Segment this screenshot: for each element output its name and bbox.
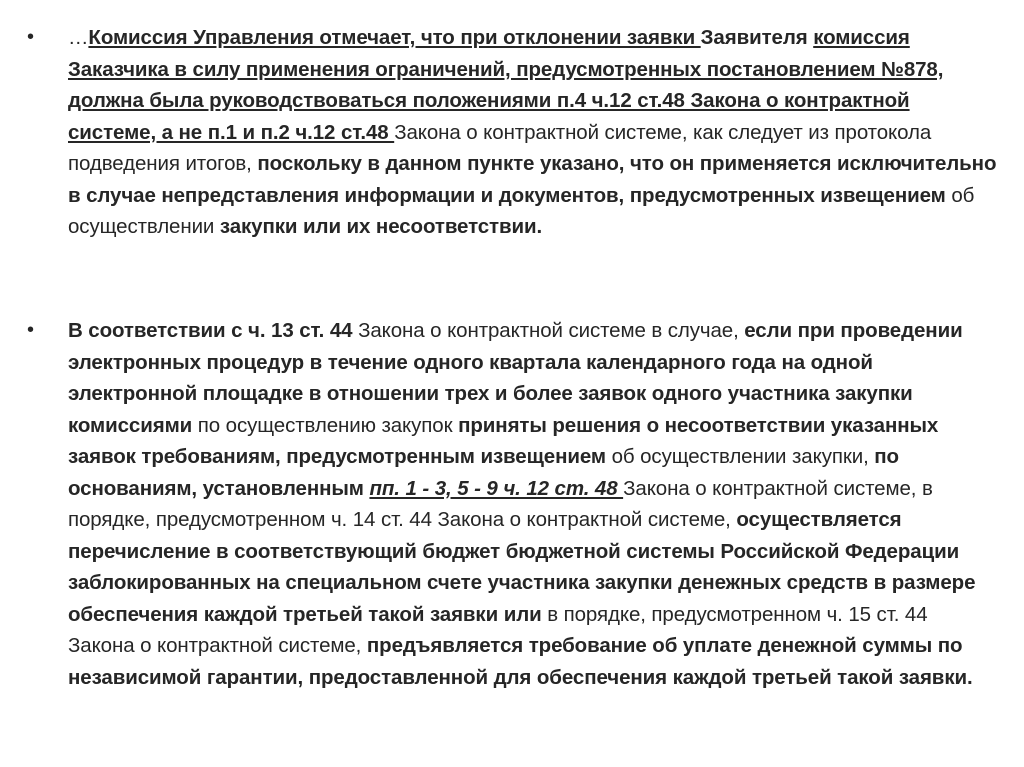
p2-seg-11: предъявляется требование об уплате денежной суммы по независимой гарантии, предоставленной для обеспечения каждой третьей такой заявки. — [68, 634, 973, 689]
p2-seg-9: осуществляется перечисление в соответствующий бюджет бюджетной системы Российской Федерации заблокированных на специальном счете участника закупки денежных средств в размере обеспечения каждой третьей такой заявки или — [68, 508, 976, 626]
p1-seg-3: комиссия Заказчика в силу применения ограничений, предусмотренных постановлением №878, должна была руководствоваться положениями п.4 ч.12 ст.48 Закона о контрактной системе, а не п.1 и п.2 ч.12 ст.48 — [68, 26, 944, 144]
bullet-icon: • — [27, 26, 34, 48]
p2-seg-7: пп. 1 - 3, 5 - 9 ч. 12 ст. 48 — [369, 476, 624, 500]
p1-seg-6: об осуществлении — [68, 183, 975, 238]
p2-seg-1: Закона о контрактной системе в случае, — [358, 319, 745, 342]
p2-seg-2: если при проведении электронных процедур в течение одного квартала календарного года на одной электронной площадке в отношении трех и более заявок одного участника закупки комиссиями — [68, 319, 963, 437]
p2-seg-4: приняты решения о несоответствии указанных заявок требованиям, предусмотренным извещением — [68, 413, 939, 468]
p2-seg-0: В соответствии с ч. 13 ст. 44 — [68, 319, 359, 342]
p1-seg-1: Комиссия Управления отмечает, что при отклонении заявки — [88, 26, 701, 49]
p1-seg-5: поскольку в данном пункте указано, что он применяется исключительно в случае непредставления информации и документов, предусмотренных извещением — [68, 152, 997, 207]
bullet-icon: • — [27, 319, 34, 341]
bullet-paragraph-2 — [27, 315, 998, 693]
p1-seg-7: закупки или их несоответствии. — [219, 215, 543, 238]
p1-seg-4: Закона о контрактной системе, как следует из протокола подведения итогов, — [68, 120, 932, 175]
p2-seg-10: в порядке, предусмотренном ч. 15 ст. 44 Закона о контрактной системе, — [68, 602, 928, 657]
p2-seg-6: по основаниям, установленным — [68, 445, 899, 500]
bullet-paragraph-1 — [27, 22, 998, 243]
p1-seg-0: … — [68, 26, 89, 49]
p2-seg-3: по осуществлению закупок — [197, 413, 459, 437]
p2-seg-8: Закона о контрактной системе, в порядке, предусмотренном ч. 14 ст. 44 Закона о контрактной системе, — [68, 476, 933, 531]
p1-seg-2: Заявителя — [700, 26, 814, 49]
p2-seg-5: об осуществлении закупки, — [611, 445, 875, 468]
